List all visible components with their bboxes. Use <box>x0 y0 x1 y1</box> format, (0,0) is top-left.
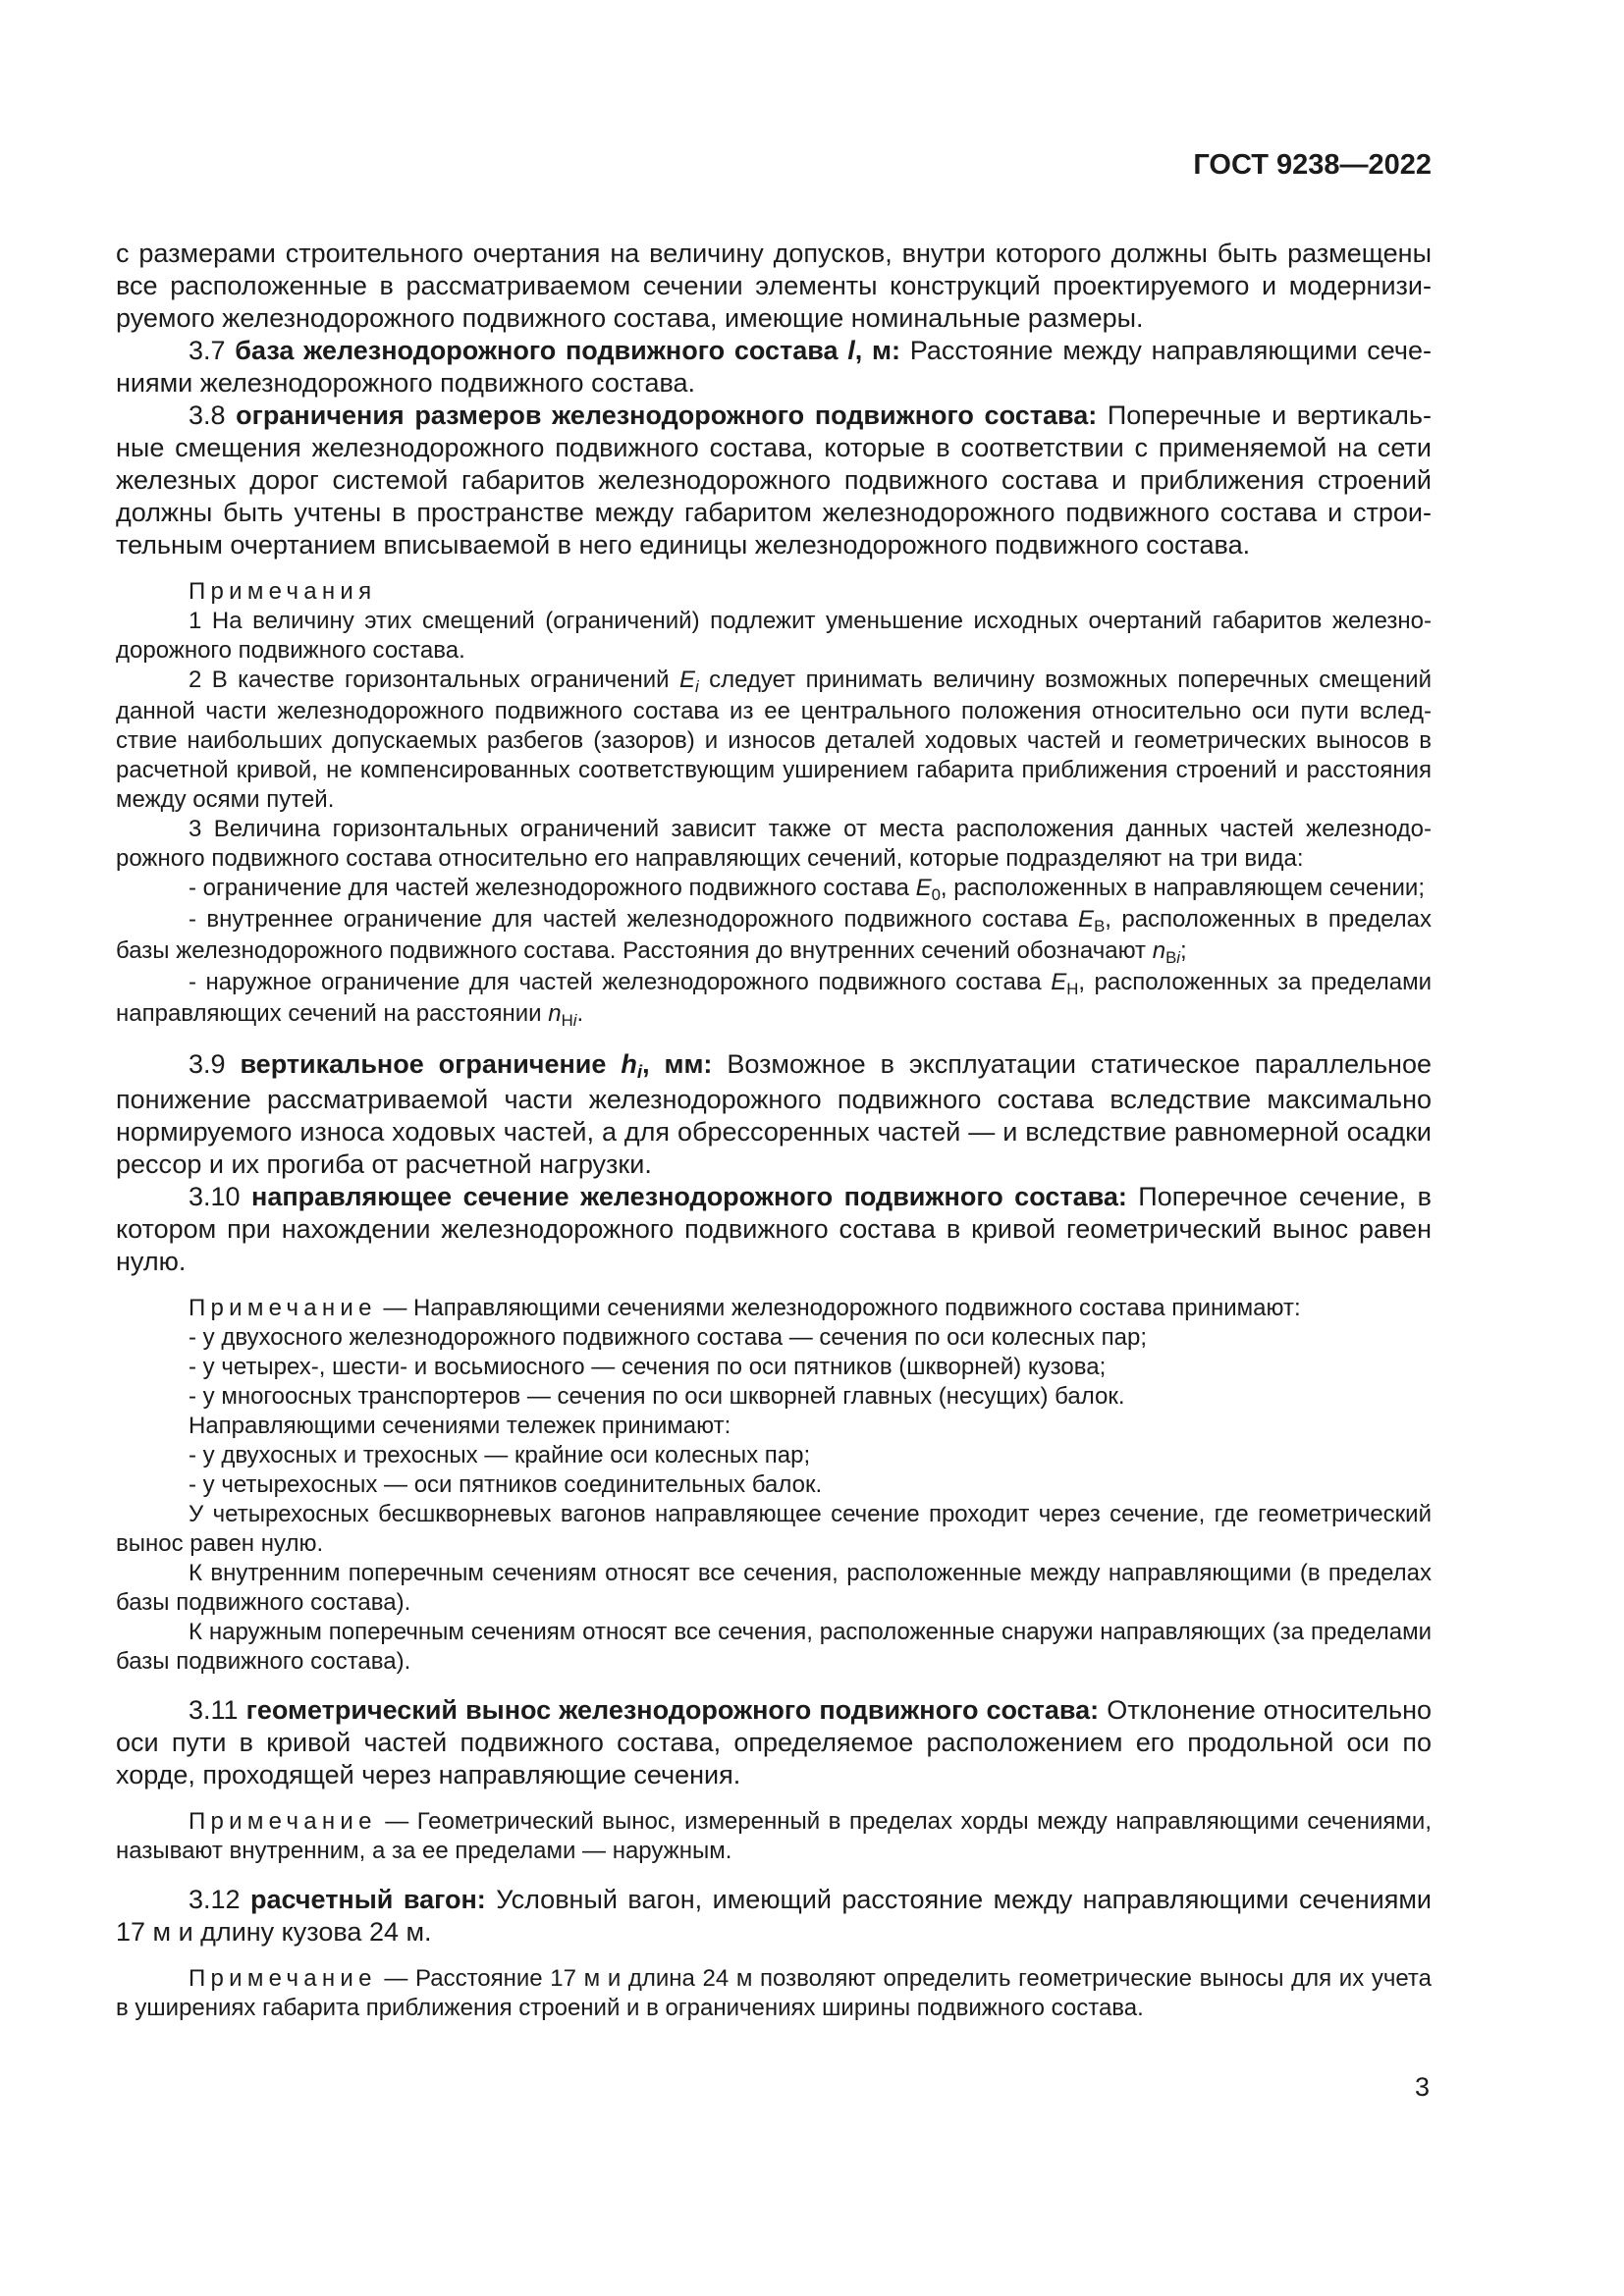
text-run: E <box>915 875 932 901</box>
text-run: 3.11 <box>189 1695 246 1725</box>
note-paragraph <box>116 607 1432 666</box>
note-paragraph <box>116 1559 1432 1618</box>
text-run: Примечания <box>189 578 377 605</box>
text-run: , м: <box>854 336 900 365</box>
body-paragraph <box>116 400 1432 561</box>
text-run: i <box>1176 947 1181 967</box>
text-run: 3.8 <box>189 400 237 430</box>
document-content <box>116 149 1432 2023</box>
body-paragraph <box>116 1048 1432 1181</box>
text-run: В <box>1094 916 1106 935</box>
note-paragraph <box>116 1470 1432 1500</box>
note-paragraph <box>116 1807 1432 1866</box>
text-run: — Расстояние 17 м и длина 24 м позволяют определить геометрические выносы для их учета в уширениях габарита приближения строений и в ограничениях ширины подвижного состава. <box>116 1965 1432 2021</box>
standard-number-header: ГОСТ 9238—2022 <box>1193 149 1432 181</box>
text-run: n <box>1152 937 1166 964</box>
text-run: К наружным поперечным сечениям относят все сечения, расположенные снаружи направляющих (за пределами базы подвижного состава). <box>116 1619 1432 1675</box>
text-run: Примечание <box>189 1965 377 1992</box>
text-run: E <box>678 667 695 693</box>
note-paragraph <box>116 1412 1432 1441</box>
note-paragraph <box>116 1382 1432 1412</box>
text-run: расчетный вагон: <box>250 1885 486 1914</box>
text-run: направляющее сечение железнодорожного подвижного состава: <box>251 1182 1127 1211</box>
text-run: , расположенных в направляющем сечении; <box>940 875 1425 901</box>
text-run: 0 <box>931 884 941 904</box>
text-run: - у четырех-, шести- и восьмиосного — сечения по оси пятников (шкворней) кузова; <box>189 1354 1107 1380</box>
note-paragraph <box>116 1323 1432 1353</box>
note-paragraph <box>116 666 1432 815</box>
text-run: ограничения размеров железнодорожного подвижного состава: <box>236 400 1098 430</box>
text-run: 3.7 <box>189 336 236 365</box>
text-run: Н <box>561 1010 573 1030</box>
text-run: — Геометрический вынос, измеренный в пределах хорды между направляющими сечениями, называют внутренним, а за ее пределами — наружным. <box>116 1808 1432 1864</box>
text-run: - у двухосных и трехосных — крайние оси колесных пар; <box>189 1442 811 1468</box>
text-run: 3.9 <box>189 1049 241 1079</box>
text-run: 1 На величину этих смещений (ограничений) подлежит уменьшение исходных очертаний габаритов железнодорожного подвижного состава. <box>116 608 1432 664</box>
text-run: i <box>572 1010 577 1030</box>
text-run: h <box>621 1049 637 1079</box>
text-run: , расположенных в пределах базы железнодорожного подвижного состава. Расстояния до внутренних сечений обозначают <box>116 906 1433 964</box>
text-run: Возможное в эксплуатации статическое параллельное понижение рассматриваемой части железнодорожного подвижного состава вследствие максимально нормируемого износа ходовых частей, а для обрессоренных частей — и вследствие равномерной осадки рессор и их прогиба от расчетной нагрузки. <box>116 1049 1432 1179</box>
text-run: - у четырехосных — оси пятников соединительных балок. <box>189 1471 823 1498</box>
text-run: , мм: <box>642 1049 713 1079</box>
text-run: Поперечное сечение, в котором при нахождении железнодорожного подвижного состава в кривой геометрический вынос равен нулю. <box>116 1182 1432 1276</box>
note-paragraph <box>116 1964 1432 2023</box>
text-run: Н <box>1066 979 1079 998</box>
note-paragraph <box>116 874 1432 905</box>
body-paragraph <box>116 1884 1432 1949</box>
text-run: i <box>636 1062 643 1084</box>
text-run: следует принимать величину возможных поперечных смещений данной части железнодорожного подвижного состава из ее центрального положения относительно оси пути вследствие наибольших допускаемых разбегов (зазоров) и износов деталей ходовых частей и геометрических выносов в расчетной кривой, не компенсированных соответствующим уширением габарита приближения строений и расстояния между осями путей. <box>116 667 1432 813</box>
text-run: Направляющими сечениями тележек принимают: <box>189 1413 731 1439</box>
text-run: В <box>1165 947 1177 967</box>
body-paragraph <box>116 1694 1432 1791</box>
text-run: 2 В качестве горизонтальных ограничений <box>189 667 679 693</box>
text-run: с размерами строительного очертания на величину допусков, внутри которого должны быть размещены все расположенные в рассматриваемом сечении элементы конструкций проектируемого и модернизируемого железнодорожного подвижного состава, имеющие номинальные размеры. <box>116 239 1432 333</box>
text-run: — Направляющими сечениями железнодорожного подвижного состава принимают: <box>376 1295 1301 1321</box>
text-run: l <box>847 336 855 365</box>
page-number: 3 <box>1414 2072 1430 2102</box>
text-run: ; <box>1180 937 1187 964</box>
text-run: К внутренним поперечным сечениям относят все сечения, расположенные между направляющими (в пределах базы подвижного состава). <box>116 1560 1432 1616</box>
note-paragraph <box>116 1441 1432 1470</box>
text-run: 3.10 <box>189 1182 252 1211</box>
text-run: геометрический вынос железнодорожного подвижного состава: <box>245 1695 1100 1725</box>
text-run: Поперечные и вертикальные смещения железнодорожного подвижного состава, которые в соответствии с применяемой на сети железных дорог системой габаритов железнодорожного подвижного состава и приближения строений должны быть учтены в пространстве между габаритом железнодорожного подвижного состава и строительным очертанием вписываемой в него единицы железнодорожного подвижного состава. <box>116 400 1432 560</box>
note-paragraph <box>116 1500 1432 1559</box>
text-run: . <box>576 1000 584 1027</box>
text-run: - ограничение для частей железнодорожного подвижного состава <box>189 875 916 901</box>
body-paragraph <box>116 1181 1432 1278</box>
text-run: Примечание <box>189 1295 377 1321</box>
text-run: , расположенных за пределами направляющих сечений на расстоянии <box>116 969 1432 1027</box>
text-run: - у многоосных транспортеров — сечения по оси шкворней главных (несущих) балок. <box>189 1383 1125 1410</box>
note-paragraph <box>116 905 1432 968</box>
text-run: - внутреннее ограничение для частей железнодорожного подвижного состава <box>189 906 1079 933</box>
text-run: вертикальное ограничение <box>240 1049 622 1079</box>
body-paragraph <box>116 238 1432 335</box>
note-paragraph <box>116 1618 1432 1677</box>
text-run: n <box>548 1000 562 1027</box>
text-run: 3 Величина горизонтальных ограничений зависит также от места расположения данных частей железнодорожного подвижного состава относительно его направляющих сечений, которые подразделяют на три вида: <box>116 816 1432 872</box>
text-run: Примечание <box>189 1808 377 1835</box>
text-run: Условный вагон, имеющий расстояние между направляющими сечениями 17 м и длину кузова 24 м. <box>116 1885 1432 1947</box>
note-paragraph <box>116 815 1432 874</box>
text-run: i <box>694 676 699 696</box>
text-run: E <box>1078 906 1095 933</box>
note-paragraph <box>116 577 1432 607</box>
body-paragraph <box>116 335 1432 400</box>
note-paragraph <box>116 1294 1432 1323</box>
note-paragraph <box>116 968 1432 1031</box>
text-run: база железнодорожного подвижного состава <box>235 336 848 365</box>
text-run: 3.12 <box>189 1885 251 1914</box>
note-paragraph <box>116 1353 1432 1382</box>
text-run: - наружное ограничение для частей железнодорожного подвижного состава <box>189 969 1052 995</box>
text-run: Расстояние между направляющими сечениями железнодорожного подвижного состава. <box>116 336 1432 398</box>
text-run: - у двухосного железнодорожного подвижного состава — сечения по оси колесных пар; <box>189 1324 1148 1351</box>
text-run: Отклонение относительно оси пути в кривой частей подвижного состава, определяемое расположением его продольной оси по хорде, проходящей через направляющие сечения. <box>116 1695 1432 1789</box>
text-run: E <box>1051 969 1067 995</box>
text-run: У четырехосных бесшкворневых вагонов направляющее сечение проходит через сечение, где геометрический вынос равен нулю. <box>116 1501 1432 1557</box>
